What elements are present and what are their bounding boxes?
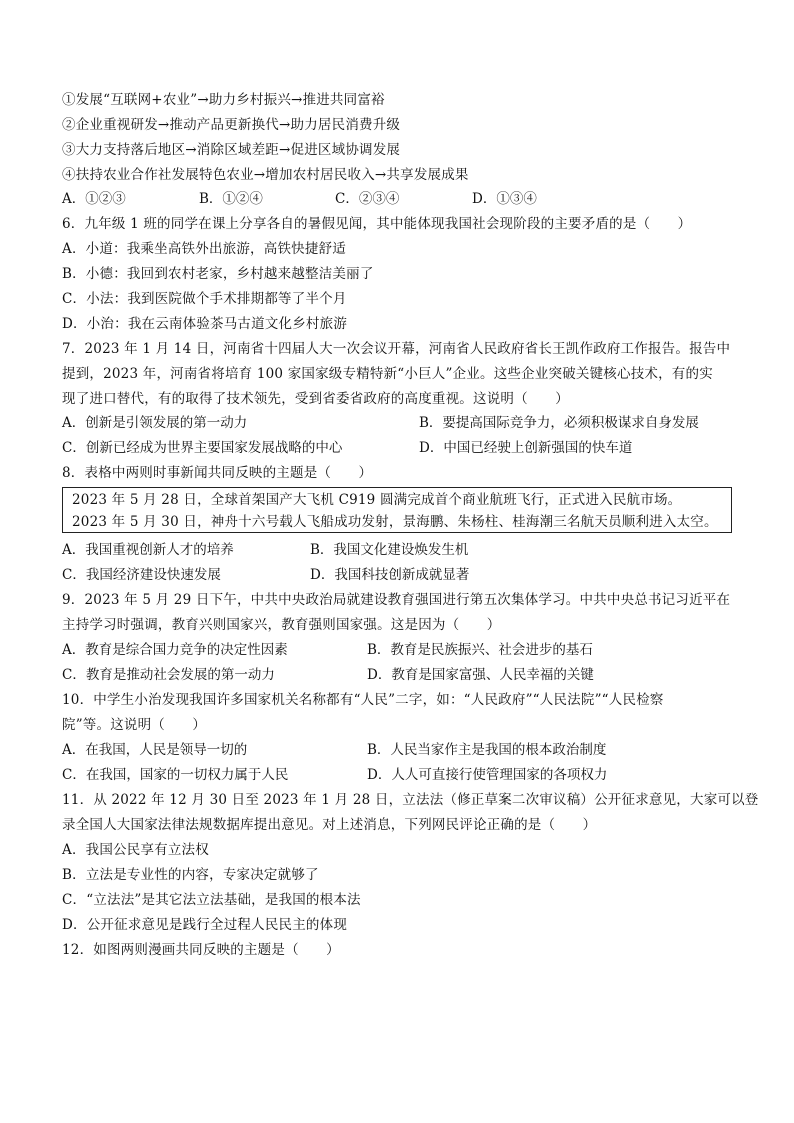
q11-option-d: D．公开征求意见是践行全过程人民民主的体现 — [62, 917, 348, 933]
q9-stem-line-2: 主持学习时强调，教育兴则国家兴，教育强则国家强。这是因为（ ） — [62, 617, 501, 633]
q8-stem: 8．表格中两则时事新闻共同反映的主题是（ ） — [62, 465, 373, 481]
q10-option-c: C．在我国，国家的一切权力属于人民 — [62, 767, 289, 783]
q6-option-d: D．小治：我在云南体验茶马古道文化乡村旅游 — [62, 316, 348, 332]
q11-stem-line-1: 11．从 2022 年 12 月 30 日至 2023 年 1 月 28 日，立法法（修正草案二次审议稿）公开征求意见，大家可以登 — [62, 792, 759, 808]
q9-option-a: A．教育是综合国力竞争的决定性因素 — [62, 642, 288, 658]
q5-option-c: C．②③④ — [335, 191, 400, 207]
q9-option-d: D．教育是国家富强、人民幸福的关键 — [367, 667, 594, 683]
q11-option-a: A．我国公民享有立法权 — [62, 842, 209, 858]
q10-option-a: A．在我国，人民是领导一切的 — [62, 742, 248, 758]
q5-option-d: D．①③④ — [472, 191, 537, 207]
q9-option-c: C．教育是推动社会发展的第一动力 — [62, 667, 275, 683]
q7-option-b: B．要提高国际竞争力，必须积极谋求自身发展 — [419, 415, 699, 431]
q8-option-c: C．我国经济建设快速发展 — [62, 567, 221, 583]
q11-stem-line-2: 录全国人大国家法律法规数据库提出意见。对上述消息，下列网民评论正确的是（ ） — [62, 817, 597, 833]
q8-option-b: B．我国文化建设焕发生机 — [310, 542, 469, 558]
q11-option-c: C．“立法法”是其它法立法基础，是我国的根本法 — [62, 892, 361, 908]
q6-option-c: C．小法：我到医院做个手术排期都等了半个月 — [62, 291, 347, 307]
q5-option-a: A．①②③ — [62, 191, 126, 207]
q9-option-b: B．教育是民族振兴、社会进步的基石 — [367, 642, 593, 658]
statement-2: ②企业重视研发→推动产品更新换代→助力居民消费升级 — [62, 117, 401, 133]
q11-option-b: B．立法是专业性的内容，专家决定就够了 — [62, 867, 319, 883]
q8-option-a: A．我国重视创新人才的培养 — [62, 542, 234, 558]
statement-3: ③大力支持落后地区→消除区域差距→促进区域协调发展 — [62, 142, 401, 158]
q7-stem-line-3: 现了进口替代，有的取得了技术领先，受到省委省政府的高度重视。这说明（ ） — [62, 391, 569, 407]
q7-option-c: C．创新已经成为世界主要国家发展战略的中心 — [62, 440, 343, 456]
q7-option-d: D．中国已经驶上创新强国的快车道 — [419, 440, 633, 456]
news-table — [62, 487, 732, 533]
q7-stem-line-1: 7．2023 年 1 月 14 日，河南省十四届人大一次会议开幕，河南省人民政府省长王凯作政府工作报告。报告中 — [62, 341, 731, 357]
q10-stem-line-1: 10．中学生小治发现我国许多国家机关名称都有“人民”二字，如：“人民政府”“人民法院”“人民检察 — [62, 692, 664, 708]
q9-stem-line-1: 9．2023 年 5 月 29 日下午，中共中央政治局就建设教育强国进行第五次集体学习。中共中央总书记习近平在 — [62, 592, 731, 608]
news-item-1: 2023 年 5 月 28 日，全球首架国产大飞机 C919 圆满完成首个商业航班飞行，正式进入民航市场。 — [72, 492, 682, 508]
q10-option-d: D．人人可直接行使管理国家的各项权力 — [367, 767, 608, 783]
statement-4: ④扶持农业合作社发展特色农业→增加农村居民收入→共享发展成果 — [62, 167, 469, 183]
news-item-2: 2023 年 5 月 30 日，神舟十六号载人飞船成功发射，景海鹏、朱杨柱、桂海潮三名航天员顺利进入太空。 — [72, 514, 718, 530]
statement-1: ①发展“互联网+农业”→助力乡村振兴→推进共同富裕 — [62, 92, 385, 108]
q12-stem: 12．如图两则漫画共同反映的主题是（ ） — [62, 942, 340, 958]
q10-stem-line-2: 院”等。这说明（ ） — [62, 717, 207, 733]
q6-stem: 6．九年级 1 班的同学在课上分享各自的暑假见闻，其中能体现我国社会现阶段的主要矛盾的是（ ） — [62, 216, 692, 232]
q10-option-b: B．人民当家作主是我国的根本政治制度 — [367, 742, 607, 758]
q7-stem-line-2: 提到，2023 年，河南省将培育 100 家国家级专精特新“小巨人”企业。这些企业突破关键核心技术，有的实 — [62, 366, 713, 382]
q7-option-a: A．创新是引领发展的第一动力 — [62, 415, 248, 431]
q6-option-a: A．小道：我乘坐高铁外出旅游，高铁快捷舒适 — [62, 241, 346, 257]
q5-option-b: B．①②④ — [199, 191, 263, 207]
q6-option-b: B．小德：我回到农村老家，乡村越来越整洁美丽了 — [62, 266, 374, 282]
q8-option-d: D．我国科技创新成就显著 — [310, 567, 470, 583]
